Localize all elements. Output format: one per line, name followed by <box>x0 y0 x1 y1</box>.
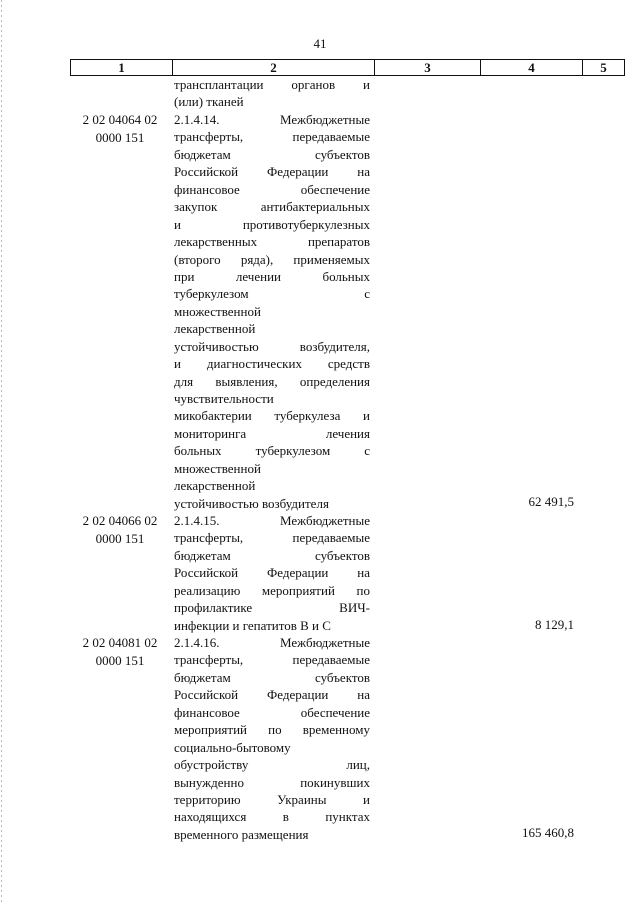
description-line: бюджетам субъектов <box>174 547 370 563</box>
description-line: трансферты, передаваемые <box>174 530 370 546</box>
budget-code-line: 0000 151 <box>95 129 145 145</box>
amount-value: 165 460,8 <box>522 825 574 840</box>
description-line: социально-бытовому <box>174 739 291 755</box>
description-line: устойчивостью возбудителя, <box>174 338 370 354</box>
description-line: Российской Федерации на <box>174 565 370 581</box>
description-line: 2.1.4.16. Межбюджетные <box>174 635 370 650</box>
description-line: туберкулезом с <box>174 286 370 302</box>
description-line: профилактике ВИЧ- <box>174 600 370 616</box>
scan-edge-artifact <box>1 0 2 905</box>
description-line: (или) тканей <box>174 94 244 110</box>
description-line: трансферты, передаваемые <box>174 129 370 145</box>
budget-code-line: 2 02 04064 02 <box>82 112 158 127</box>
description-line: временного размещения <box>174 826 309 842</box>
description-line: 2.1.4.14. Межбюджетные <box>174 112 370 127</box>
amount-value: 8 129,1 <box>535 617 574 632</box>
description-line: для выявления, определения <box>174 373 370 389</box>
description-line: вынужденно покинувших <box>174 774 370 790</box>
description-line: территорию Украины и <box>174 791 370 807</box>
description-line: микобактерии туберкулеза и <box>174 408 370 424</box>
description-line: множественной <box>174 460 261 476</box>
description-line: финансовое обеспечение <box>174 181 370 197</box>
description-line: обустройству лиц, <box>174 757 370 773</box>
description-line: лекарственной <box>174 321 256 337</box>
description-line: инфекции и гепатитов В и С <box>174 617 331 633</box>
description-line: бюджетам субъектов <box>174 146 370 162</box>
row-description <box>174 111 370 512</box>
column-header-1: 1 <box>71 60 173 76</box>
description-line: при лечении больных <box>174 268 370 284</box>
description-line: мониторинга лечения <box>174 425 370 441</box>
budget-code <box>70 111 170 146</box>
page-number: 41 <box>313 36 327 51</box>
column-header-4: 4 <box>481 60 583 76</box>
budget-code <box>70 512 170 547</box>
description-line: устойчивостью возбудителя <box>174 495 329 511</box>
description-line: Российской Федерации на <box>174 687 370 703</box>
column-header-3: 3 <box>375 60 481 76</box>
row-description <box>174 634 370 843</box>
continuation-description <box>174 76 370 111</box>
description-line: закупок антибактериальных <box>174 199 370 215</box>
description-line: финансовое обеспечение <box>174 704 370 720</box>
description-line: 2.1.4.15. Межбюджетные <box>174 513 370 528</box>
description-line: реализацию мероприятий по <box>174 582 370 598</box>
column-header-table <box>70 59 625 76</box>
budget-code-line: 2 02 04066 02 <box>82 513 158 528</box>
description-line: (второго ряда), применяемых <box>174 251 370 267</box>
description-line: и диагностических средств <box>174 356 370 372</box>
budget-code-line: 0000 151 <box>95 652 145 668</box>
description-line: трансплантации органов и <box>174 77 370 92</box>
description-line: находящихся в пунктах <box>174 809 370 825</box>
description-line: бюджетам субъектов <box>174 669 370 685</box>
budget-code <box>70 634 170 669</box>
description-line: чувствительности <box>174 391 274 406</box>
description-line: мероприятий по временному <box>174 722 370 738</box>
description-line: и противотуберкулезных <box>174 216 370 232</box>
budget-code-line: 2 02 04081 02 <box>82 635 158 650</box>
description-line: больных туберкулезом с <box>174 443 370 459</box>
description-line: лекарственной <box>174 478 256 494</box>
description-line: лекарственных препаратов <box>174 234 370 250</box>
row-description <box>174 512 370 634</box>
amount-value: 62 491,5 <box>528 494 574 509</box>
budget-code-line: 0000 151 <box>95 530 145 546</box>
description-line: Российской Федерации на <box>174 164 370 180</box>
description-line: множественной <box>174 303 261 319</box>
column-header-5: 5 <box>583 60 625 76</box>
column-header-2: 2 <box>173 60 375 76</box>
description-line: трансферты, передаваемые <box>174 652 370 668</box>
